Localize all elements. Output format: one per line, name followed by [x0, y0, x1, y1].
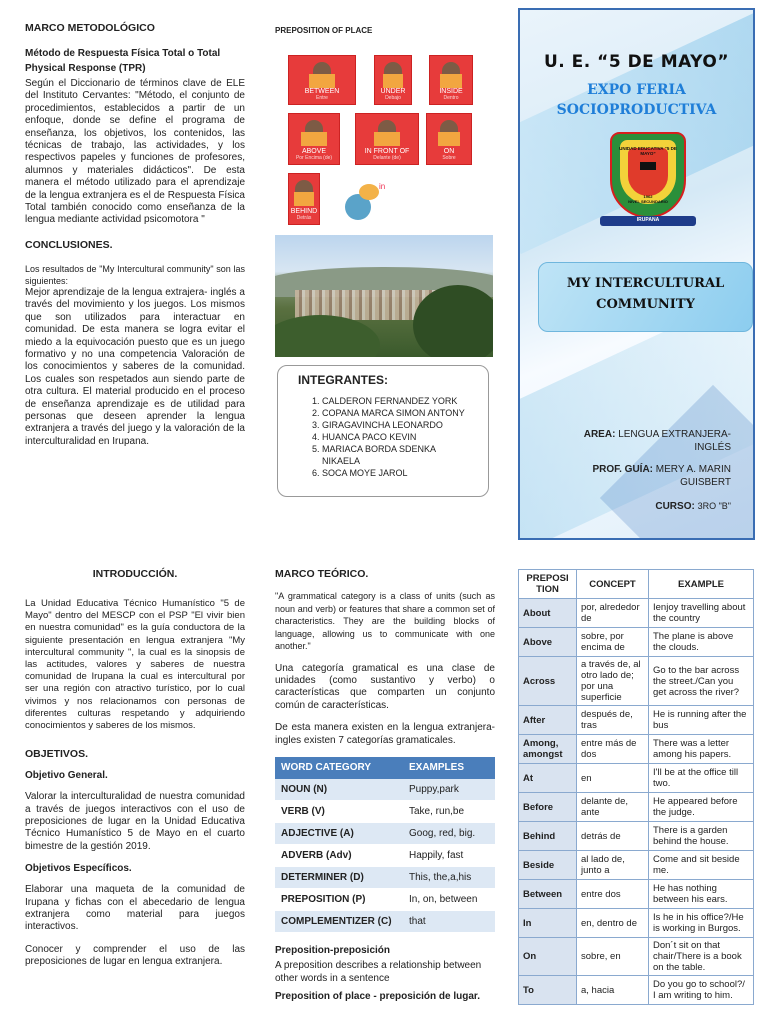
word-category-cell: COMPLEMENTIZER (C) — [275, 911, 403, 933]
card-label: BETWEEN — [304, 88, 340, 95]
box-icon — [383, 74, 403, 88]
card-sublabel: Delante (de) — [373, 155, 401, 161]
table-row — [519, 706, 754, 735]
paragraph: Según el Diccionario de términos clave de ELE del Instituto Cervantes: "Método, el conjunto de procedimientos, establecidos a partir de un enfoque, donde se define el programa de enseñanza, los objetivos, los contenidos, las técnicas de trabajo, las actividades, y los respectivos papeles y funciones de profesores, alumnos y materiales didácticos". De esta manera el método utilizado para el aprendizaje de la lengua extranjera es el de Respuesta Física Total también conocido como enseñanza de la lengua mediante actividad psicomotora " — [25, 78, 245, 226]
paragraph: De esta manera existen en la lengua extranjera-ingles existen 7 categorías gramaticales. — [275, 722, 495, 746]
prepositions-section — [275, 26, 495, 245]
preposition-cell: Across — [519, 657, 577, 706]
preposition-cell: To — [519, 976, 577, 1005]
preposition-card — [288, 113, 340, 165]
marco-metodologico-section — [25, 22, 245, 448]
preposition-table — [518, 569, 754, 1005]
preposition-cell: In — [519, 909, 577, 938]
table-row — [519, 976, 754, 1005]
table-row — [519, 735, 754, 764]
member-item: 3. GIRAGAVINCHA LEONARDO — [322, 419, 476, 431]
card-label: IN FRONT OF — [364, 148, 410, 155]
table-row — [519, 657, 754, 706]
preposition-card — [288, 173, 320, 225]
word-category-cell: PREPOSITION (P) — [275, 889, 403, 911]
paragraph: La Unidad Educativa Técnico Humanístico "5 de Mayo" dentro del MESCP con el PSP "El vivir bien en nuestra comunidad" es la guía conductora de la siguiente presentación en lengua extranjera "My intercultural community ", la cual es la sinopsis de las actitudes, valores y saberes de nuestra comunidad de Irupana la cual es intercultural por ser una región con atractivo turístico, por lo cual vivimos y nos relacionamos con personas de diferentes culturas respetando y adquiriendo conocimientos y saberes de los mismos. — [25, 598, 245, 732]
table-header: EXAMPLE — [649, 570, 754, 599]
concept-cell: por, alrededor de — [577, 599, 649, 628]
examples-cell: This, the,a,his — [403, 867, 495, 889]
member-item: 4. HUANCA PACO KEVIN — [322, 431, 476, 443]
seal-banner-text: IRUPANA — [636, 217, 660, 223]
concept-cell: en — [577, 764, 649, 793]
expo-line: EXPO FERIA — [587, 82, 686, 98]
paragraph: Los resultados de "My Intercultural community" son las siguientes: — [25, 263, 245, 286]
table-row — [275, 823, 495, 845]
paragraph: Mejor aprendizaje de la lengua extrajera- inglés a través del movimiento y los juegos. Los mismos que son utilizados para interactuar en comunidad. De esta manera se logra evitar el miedo a la equivocación puesto que es un juego formativo y no una competencia Valoración de los conocimientos y saberes de la comunidad. Los cuales son respetados aun siendo parte de otra cultura. El material producido en el proceso de enseñanza aprendizaje es de utilidad para personas que deseen aprender la lengua extranjera a través del juego y la valoración de la interculturalidad en Irupana. — [25, 286, 245, 447]
box-icon — [309, 74, 335, 88]
school-seal-icon — [602, 128, 694, 228]
seal-text: UNIDAD EDUCATIVA “5 DE MAYO” — [619, 146, 677, 156]
table-row — [275, 779, 495, 801]
concept-cell: delante de, ante — [577, 793, 649, 822]
example-cell: Come and sit beside me. — [649, 851, 754, 880]
section-subheading: Método de Respuesta Física Total o Total Physical Response (TPR) — [25, 48, 221, 74]
paragraph: Elaborar una maqueta de la comunidad de Irupana y fichas con el abecedario de lengua extranjera como material para juegos interactivos. — [25, 884, 245, 933]
paragraph: A preposition describes a relationship between other words in a sentence — [275, 960, 482, 984]
preposition-cards — [275, 45, 495, 245]
example-cell: Do you go to school?/ I am writing to him. — [649, 976, 754, 1005]
example-cell: I'll be at the office till two. — [649, 764, 754, 793]
preposition-card — [374, 55, 412, 105]
concept-cell: detrás de — [577, 822, 649, 851]
preposition-card — [355, 113, 419, 165]
example-cell: Is he in his office?/He is working in Burgos. — [649, 909, 754, 938]
card-sublabel: Sobre — [442, 155, 456, 161]
quote: "A grammatical category is a class of units (such as noun and verb) or features that share a common set of characteristics. They are the building blocks of language, allowing us to communicate with one another." — [275, 591, 495, 651]
preposition-cell: Behind — [519, 822, 577, 851]
prof-line: PROF. GUÍA: MERY A. MARIN GUISBERT — [592, 464, 731, 488]
school-name: U. E. “5 DE MAYO” — [543, 52, 729, 72]
preposition-cell: Between — [519, 880, 577, 909]
table-row — [275, 801, 495, 823]
subheading: Preposition of place - preposición de lugar. — [275, 991, 481, 1003]
area-line: AREA: LENGUA EXTRANJERA-INGLÉS — [583, 429, 731, 453]
concept-cell: después de, tras — [577, 706, 649, 735]
project-title-box — [538, 262, 753, 332]
card-label: ABOVE — [301, 148, 327, 155]
preposition-cell: At — [519, 764, 577, 793]
table-row — [519, 909, 754, 938]
example-cell: Go to the bar across the street./Can you get across the river? — [649, 657, 754, 706]
integrantes-list — [290, 395, 476, 479]
expo-title — [520, 80, 753, 120]
concept-cell: sobre, por encima de — [577, 628, 649, 657]
card-sublabel: Entre — [316, 95, 328, 101]
box-icon — [440, 74, 462, 88]
card-sublabel: Debajo — [385, 95, 401, 101]
table-row — [519, 851, 754, 880]
concept-cell: en, dentro de — [577, 909, 649, 938]
concept-cell: entre más de dos — [577, 735, 649, 764]
subheading: Preposition-preposición — [275, 945, 391, 957]
preposition-cell: About — [519, 599, 577, 628]
table-row — [519, 599, 754, 628]
examples-cell: In, on, between — [403, 889, 495, 911]
preposition-card — [426, 113, 472, 165]
table-row — [275, 889, 495, 911]
table-row — [519, 822, 754, 851]
table-row — [519, 764, 754, 793]
preposition-cell: Above — [519, 628, 577, 657]
table-row — [275, 911, 495, 933]
table-row — [519, 938, 754, 976]
table-row — [519, 628, 754, 657]
example-cell: He appeared before the judge. — [649, 793, 754, 822]
word-category-cell: DETERMINER (D) — [275, 867, 403, 889]
preposition-cell: Among, amongst — [519, 735, 577, 764]
graduation-cap-icon — [640, 162, 656, 170]
word-category-cell: ADJECTIVE (A) — [275, 823, 403, 845]
table-header: CONCEPT — [577, 570, 649, 599]
card-label: ON — [443, 148, 455, 155]
expo-line: SOCIOPRODUCTIVA — [556, 102, 717, 118]
table-row — [275, 845, 495, 867]
member-item: 5. MARIACA BORDA SDENKA NIKAELA — [322, 443, 476, 467]
card-sublabel: Por Encima (de) — [295, 155, 333, 161]
box-icon — [438, 132, 460, 146]
card-sublabel: Dentro — [443, 95, 459, 101]
preposition-cell: Before — [519, 793, 577, 822]
card-label: INSIDE — [439, 88, 463, 95]
member-item: 6. SOCA MOYE JAROL — [322, 467, 476, 479]
examples-cell: Goog, red, big. — [403, 823, 495, 845]
table-header: EXAMPLES — [403, 757, 495, 779]
table-row — [519, 793, 754, 822]
section-heading: CONCLUSIONES. — [25, 238, 113, 251]
word-category-cell: ADVERB (Adv) — [275, 845, 403, 867]
preposition-cell: Beside — [519, 851, 577, 880]
concept-cell: sobre, en — [577, 938, 649, 976]
table-row — [275, 867, 495, 889]
paragraph: Valorar la interculturalidad de nuestra comunidad a través de juegos interactivos con el uso de preposiciones de lugar en la Unidad Educativa Técnico Humanístico 5 de Mayo en el cuarto bimestre de la gestión 2019. — [25, 791, 245, 852]
member-item: 1. CALDERON FERNANDEZ YORK — [322, 395, 476, 407]
subheading: Objetivos Específicos. — [25, 863, 132, 875]
paragraph: Una categoría gramatical es una clase de unidades (como sustantivo y verbo) o características que comparten un conjunto común de características. — [275, 662, 495, 711]
marco-teorico-section — [275, 568, 495, 1002]
card-sublabel: Detrás — [296, 215, 312, 221]
preposition-card — [288, 55, 356, 105]
section-heading: MARCO TEÓRICO. — [275, 568, 369, 580]
example-cell: Don´t sit on that chair/There is a book on the table. — [649, 938, 754, 976]
section-heading: INTRODUCCIÓN. — [92, 568, 178, 580]
example-cell: Ienjoy travelling about the country — [649, 599, 754, 628]
preposition-card — [429, 55, 473, 105]
integrantes-heading: INTEGRANTES: — [298, 373, 388, 387]
table-header: WORD CATEGORY — [275, 757, 403, 779]
subheading: Objetivo General. — [25, 770, 108, 782]
example-cell: He is running after the bus — [649, 706, 754, 735]
section-heading: MARCO METODOLÓGICO — [25, 22, 155, 34]
integrantes-box — [277, 365, 489, 497]
seal-text: 1962 NIVEL SECUNDARIO — [628, 194, 668, 204]
examples-cell: Happily, fast — [403, 845, 495, 867]
introduccion-section — [25, 568, 245, 979]
preposition-cell: After — [519, 706, 577, 735]
card-label: BEHIND — [290, 208, 318, 215]
card-label: in — [379, 182, 386, 191]
cat-icon — [359, 184, 379, 200]
table-row — [519, 880, 754, 909]
card-label: UNDER — [380, 88, 406, 95]
brochure-cover — [518, 8, 755, 540]
concept-cell: a, hacia — [577, 976, 649, 1005]
box-icon — [374, 132, 400, 146]
cat-in-basket-illustration — [343, 180, 393, 225]
word-category-cell: NOUN (N) — [275, 779, 403, 801]
examples-cell: Take, run,be — [403, 801, 495, 823]
word-category-cell: VERB (V) — [275, 801, 403, 823]
example-cell: He has nothing between his ears. — [649, 880, 754, 909]
example-cell: There was a letter among his papers. — [649, 735, 754, 764]
section-heading: PREPOSITION OF PLACE — [275, 26, 373, 35]
concept-cell: al lado de, junto a — [577, 851, 649, 880]
concept-cell: a través de, al otro lado de; por una superficie — [577, 657, 649, 706]
preposition-cell: On — [519, 938, 577, 976]
box-icon — [294, 192, 314, 206]
examples-cell: that — [403, 911, 495, 933]
box-icon — [301, 132, 327, 146]
example-cell: The plane is above the clouds. — [649, 628, 754, 657]
section-heading: OBJETIVOS. — [25, 748, 89, 761]
curso-line: CURSO: 3RO "B" — [655, 501, 731, 512]
project-title: MY INTERCULTURAL COMMUNITY — [566, 276, 725, 312]
concept-cell: entre dos — [577, 880, 649, 909]
word-category-table — [275, 757, 495, 934]
table-header: PREPOSI TION — [519, 570, 577, 599]
example-cell: There is a garden behind the house. — [649, 822, 754, 851]
examples-cell: Puppy,park — [403, 779, 495, 801]
irupana-landscape-photo — [275, 235, 493, 357]
paragraph: Conocer y comprender el uso de las preposiciones de lugar en lengua extranjera. — [25, 943, 245, 968]
member-item: 2. COPANA MARCA SIMON ANTONY — [322, 407, 476, 419]
